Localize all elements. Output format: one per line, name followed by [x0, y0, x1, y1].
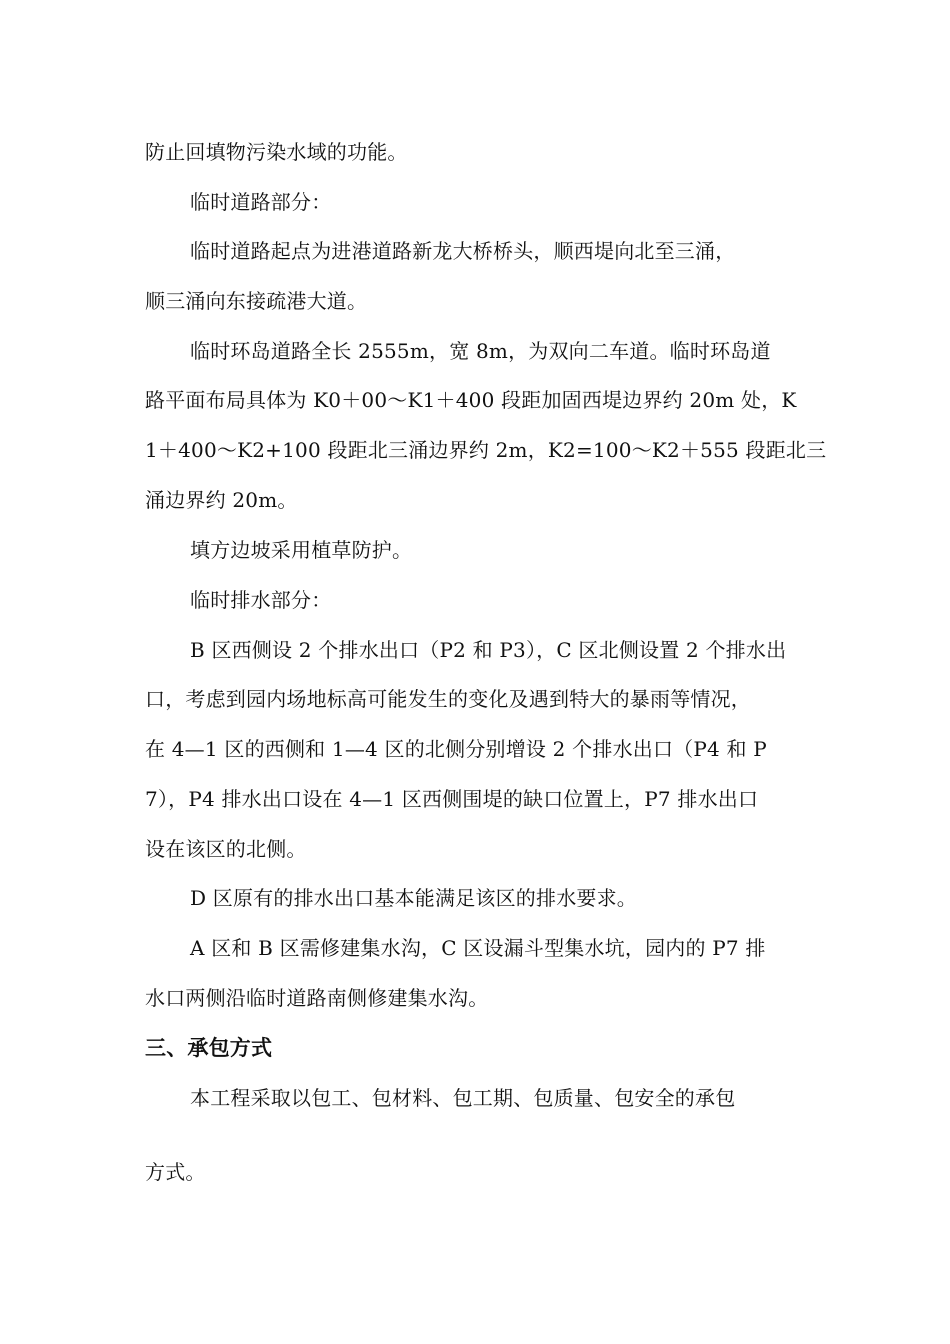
paragraph-line: 口，考虑到园内场地标高可能发生的变化及遇到特大的暴雨等情况，: [145, 687, 751, 711]
section-label-temporary-road: 临时道路部分：: [190, 190, 332, 214]
paragraph-line: 临时道路起点为进港道路新龙大桥桥头，顺西堤向北至三涌，: [190, 239, 736, 263]
paragraph-line: 路平面布局具体为 K0＋00～K1＋400 段距加固西堤边界约 20m 处，K: [145, 388, 797, 412]
paragraph-line: 防止回填物污染水域的功能。: [145, 140, 408, 164]
paragraph-line: D 区原有的排水出口基本能满足该区的排水要求。: [190, 886, 637, 910]
paragraph-line: 本工程采取以包工、包材料、包工期、包质量、包安全的承包: [190, 1086, 736, 1110]
paragraph-line: 涌边界约 20m。: [145, 488, 298, 512]
paragraph-line: 设在该区的北侧。: [145, 837, 307, 861]
section-label-temporary-drainage: 临时排水部分：: [190, 588, 332, 612]
paragraph-line: B 区西侧设 2 个排水出口（P2 和 P3），C 区北侧设置 2 个排水出: [190, 638, 787, 662]
paragraph-line: 顺三涌向东接疏港大道。: [145, 289, 368, 313]
paragraph-line: 水口两侧沿临时道路南侧修建集水沟。: [145, 986, 489, 1010]
paragraph-line: 填方边坡采用植草防护。: [190, 538, 413, 562]
paragraph-line: 临时环岛道路全长 2555m，宽 8m，为双向二车道。临时环岛道: [190, 339, 771, 363]
paragraph-line: 在 4—1 区的西侧和 1—4 区的北侧分别增设 2 个排水出口（P4 和 P: [145, 737, 767, 761]
paragraph-line: 1＋400～K2+100 段距北三涌边界约 2m，K2=100～K2＋555 段距北三: [145, 438, 827, 462]
paragraph-line: 方式。: [145, 1160, 206, 1184]
section-heading-contract-mode: 三、承包方式: [145, 1036, 273, 1060]
paragraph-line: 7），P4 排水出口设在 4—1 区西侧围堤的缺口位置上，P7 排水出口: [145, 787, 759, 811]
paragraph-line: A 区和 B 区需修建集水沟，C 区设漏斗型集水坑，园内的 P7 排: [190, 936, 766, 960]
